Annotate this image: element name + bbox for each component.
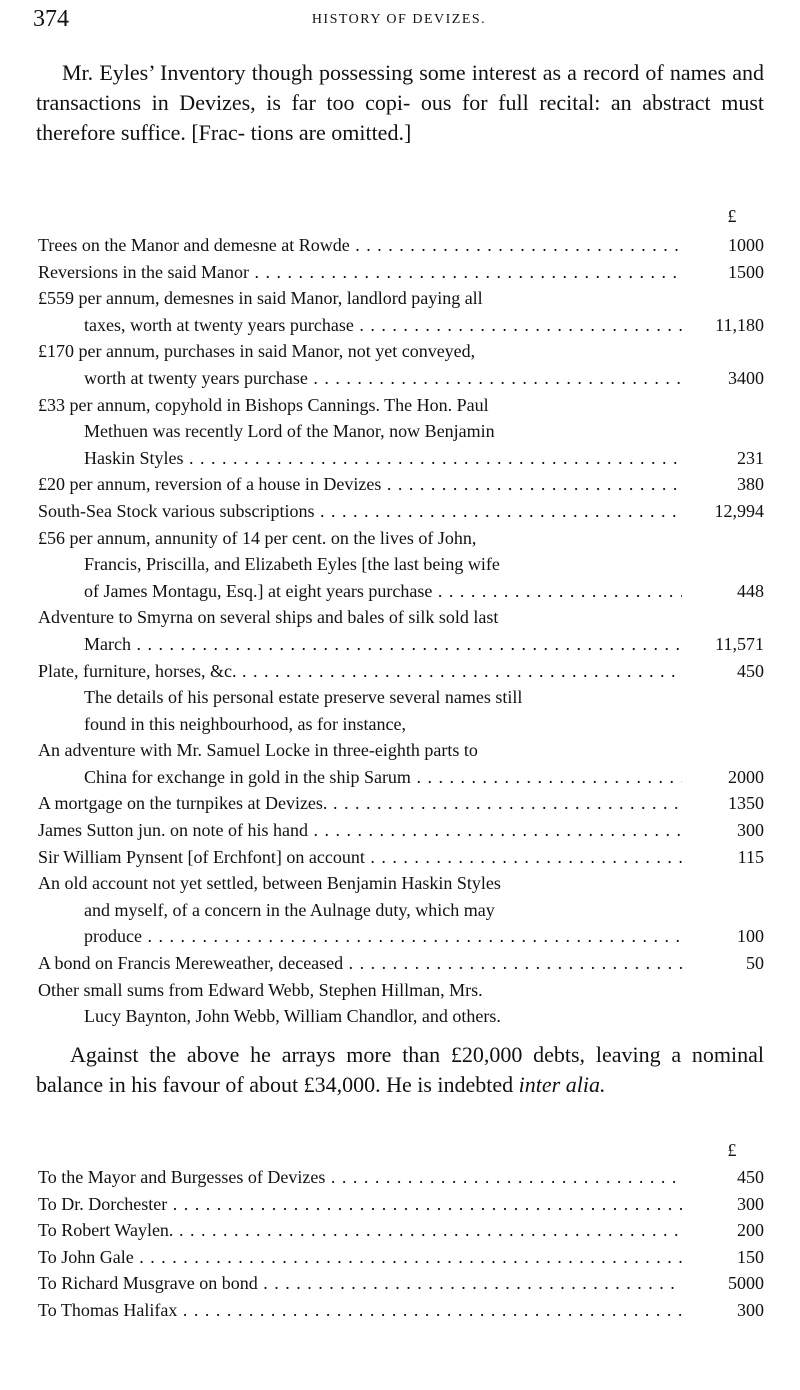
- ledger-entry: [38, 870, 764, 950]
- entry-description: [38, 950, 682, 977]
- ledger-entry: [38, 232, 764, 259]
- entry-amount: 150: [737, 1246, 764, 1267]
- intro-line: Mr. Eyles’ Inventory though possessing some interest as a: [62, 60, 577, 85]
- entry-line: £56 per annum, annunity of 14 per cent. on the lives of John,: [38, 527, 477, 548]
- entry-amount: 3400: [728, 367, 764, 388]
- ledger-entry: [38, 977, 764, 1030]
- entry-amount: 50: [746, 953, 764, 974]
- entry-description: [38, 817, 682, 844]
- entry-description: [38, 259, 682, 286]
- entry-amount: 231: [737, 447, 764, 468]
- ledger-entry: [38, 790, 764, 817]
- entry-description: [38, 790, 682, 817]
- entry-amount: 300: [737, 820, 764, 841]
- ledger-entry: [38, 471, 764, 498]
- ledger-entry: [38, 498, 764, 525]
- entry-line: To Richard Musgrave on bond . . .: [38, 1270, 682, 1297]
- debts-ledger: [38, 1164, 764, 1324]
- ledger-entry: [38, 1270, 764, 1297]
- entry-line: £170 per annum, purchases in said Manor, not yet conveyed,: [38, 341, 476, 362]
- entry-description: [38, 471, 682, 498]
- entry-description: [38, 498, 682, 525]
- entry-description: [38, 658, 682, 685]
- against-line: Against the above he arrays more than £20,000 debts,: [70, 1042, 586, 1067]
- entry-line: Other small sums from Edward Webb, Stephen Hillman, Mrs.: [38, 979, 483, 1000]
- ledger-entry: [38, 1191, 764, 1218]
- against-line: He is indebted: [386, 1072, 514, 1097]
- entry-line: South-Sea Stock various subscriptions . . .: [38, 498, 682, 525]
- against-line: leaving a nominal balance in his favour of about £34,000.: [36, 1042, 765, 1097]
- debts-currency-header: £: [727, 1140, 737, 1160]
- entry-description: [38, 1297, 682, 1324]
- entry-amount: 448: [737, 580, 764, 601]
- entry-line: worth at twenty years purchase . . .: [38, 365, 682, 392]
- inventory-note: [38, 684, 764, 737]
- entry-line: An adventure with Mr. Samuel Locke in three-eighth parts to: [38, 740, 478, 761]
- page-number: 374: [33, 6, 69, 32]
- entry-amount: 1000: [728, 235, 764, 255]
- inventory-ledger: [38, 232, 764, 1030]
- running-title: HISTORY OF DEVIZES.: [311, 12, 487, 27]
- ledger-entry: [38, 1164, 764, 1191]
- entry-amount: 380: [737, 474, 764, 495]
- entry-description: [38, 1244, 682, 1271]
- entry-line: A bond on Francis Mereweather, deceased . . .: [38, 950, 682, 977]
- entry-line: March . . .: [38, 631, 682, 658]
- entry-amount: 115: [737, 846, 764, 867]
- ledger-entry: [38, 604, 764, 657]
- entry-description: [38, 977, 682, 1030]
- entry-line: Reversions in the said Manor . . .: [38, 259, 682, 286]
- entry-line: Plate, furniture, horses, &c. . . .: [38, 658, 682, 685]
- entry-line: A mortgage on the turnpikes at Devizes. . . .: [38, 790, 682, 817]
- entry-line: James Sutton jun. on note of his hand . . .: [38, 817, 682, 844]
- entry-line: Adventure to Smyrna on several ships and bales of silk sold last: [38, 607, 499, 628]
- entry-amount: 300: [737, 1193, 764, 1214]
- entry-line: Haskin Styles . . .: [38, 445, 682, 472]
- against-italic: inter alia.: [518, 1072, 606, 1097]
- entry-amount: 2000: [728, 766, 764, 787]
- entry-line: £559 per annum, demesnes in said Manor, landlord paying all: [38, 288, 483, 309]
- ledger-entry: [38, 338, 764, 391]
- entry-description: [38, 232, 682, 259]
- entry-line: Lucy Baynton, John Webb, William Chandlor, and others.: [84, 1006, 501, 1027]
- entry-line: produce . . .: [38, 923, 682, 950]
- entry-amount: 1350: [728, 793, 764, 814]
- ledger-entry: [38, 285, 764, 338]
- entry-line: Trees on the Manor and demesne at Rowde . . .: [38, 232, 682, 259]
- entry-amount: 300: [737, 1299, 764, 1320]
- entry-amount: 450: [737, 1167, 764, 1187]
- ledger-entry: [38, 950, 764, 977]
- intro-line: tions are omitted.]: [250, 120, 412, 145]
- entry-line: China for exchange in gold in the ship Sarum . . .: [38, 764, 682, 791]
- entry-amount: 200: [737, 1220, 764, 1241]
- entry-amount: 100: [737, 926, 764, 947]
- entry-line: To Dr. Dorchester . . .: [38, 1191, 682, 1218]
- entry-line: Francis, Priscilla, and Elizabeth Eyles [the last being wife: [84, 554, 500, 575]
- entry-line: taxes, worth at twenty years purchase . . .: [38, 312, 682, 339]
- entry-line: An old account not yet settled, between Benjamin Haskin Styles: [38, 873, 501, 894]
- entry-description: [38, 844, 682, 871]
- ledger-entry: [38, 737, 764, 790]
- entry-amount: 12,994: [714, 500, 764, 521]
- entry-description: [38, 338, 682, 391]
- ledger-entry: [38, 392, 764, 472]
- ledger-entry: [38, 1297, 764, 1324]
- ledger-entry: [38, 1244, 764, 1271]
- entry-line: Sir William Pynsent [of Erchfont] on account . . .: [38, 844, 682, 871]
- entry-line: Methuen was recently Lord of the Manor, now Benjamin: [84, 421, 495, 442]
- ledger-entry: [38, 1217, 764, 1244]
- entry-line: £20 per annum, reversion of a house in Devizes . . .: [38, 471, 682, 498]
- entry-line: £33 per annum, copyhold in Bishops Cannings. The Hon. Paul: [38, 394, 489, 415]
- inventory-currency-header: £: [727, 206, 737, 226]
- entry-description: [38, 392, 682, 472]
- ledger-entry: [38, 658, 764, 685]
- ledger-entry: [38, 259, 764, 286]
- ledger-entry: [38, 525, 764, 605]
- entry-line: To Thomas Halifax . . .: [38, 1297, 682, 1324]
- entry-line: of James Montagu, Esq.] at eight years purchase . . .: [38, 578, 682, 605]
- entry-line: To John Gale . . .: [38, 1244, 682, 1271]
- note-line: The details of his personal estate preserve several names still: [84, 687, 523, 708]
- entry-description: [38, 737, 682, 790]
- entry-line: and myself, of a concern in the Aulnage duty, which may: [84, 899, 495, 920]
- entry-description: [38, 1164, 682, 1191]
- against-paragraph: [36, 1040, 764, 1100]
- entry-line: To the Mayor and Burgesses of Devizes . . .: [38, 1164, 682, 1191]
- running-head: [33, 6, 765, 36]
- note-line: found in this neighbourhood, as for instance,: [84, 713, 406, 734]
- entry-amount: 11,571: [715, 633, 764, 654]
- entry-description: [38, 285, 682, 338]
- ledger-entry: [38, 844, 764, 871]
- entry-amount: 1500: [728, 261, 764, 282]
- entry-amount: 11,180: [715, 314, 764, 335]
- entry-description: [38, 870, 682, 950]
- intro-line: record of names and transactions in Devizes, is far too copi-: [36, 60, 765, 115]
- entry-description: [38, 525, 682, 605]
- entry-line: To Robert Waylen. . . .: [38, 1217, 682, 1244]
- intro-paragraph: [36, 58, 764, 148]
- entry-description: [38, 604, 682, 657]
- entry-description: [38, 1270, 682, 1297]
- entry-amount: 450: [737, 660, 764, 681]
- entry-description: [38, 1217, 682, 1244]
- intro-line: ous for full recital: an abstract must therefore suffice. [Frac-: [36, 90, 764, 145]
- entry-description: [38, 1191, 682, 1218]
- ledger-entry: [38, 817, 764, 844]
- entry-amount: 5000: [728, 1273, 764, 1294]
